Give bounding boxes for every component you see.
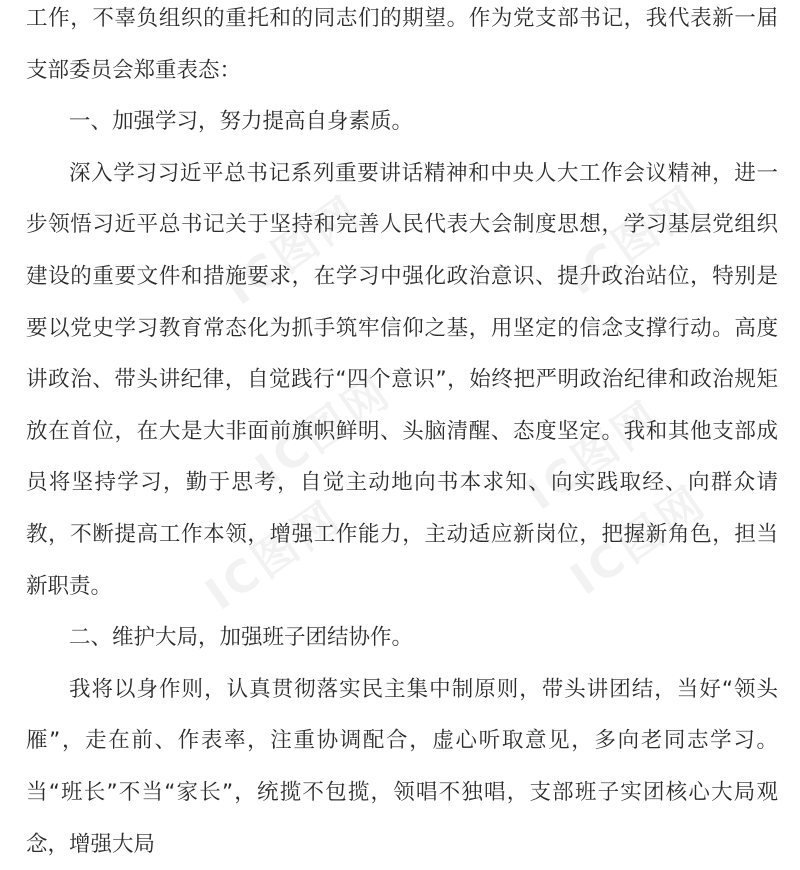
paragraph-study: 深入学习习近平总书记系列重要讲话精神和中央人大工作会议精神，进一步领悟习近平总书记关于坚持和完善人民代表大会制度思想，学习基层党组织建设的重要文件和措施要求，在学习中强化政治意识、提升政治站位，特别是要以党史学习教育常态化为抓手筑牢信仰之基，用坚定的信念支撑行动。高度讲政治、带头讲纪律，自觉践行“四个意识”，始终把严明政治纪律和政治规矩放在首位，在大是大非面前旗帜鲜明、头脑清醒、态度坚定。我和其他支部成员将坚持学习，勤于思考，自觉主动地向书本求知、向实践取经、向群众请教，不断提高工作本领，增强工作能力，主动适应新岗位，把握新角色，担当新职责。: [26, 160, 778, 599]
watermark: IC图网: [246, 366, 402, 496]
section-heading-2: 二、维护大局，加强班子团结协作。: [69, 625, 414, 651]
watermark: IC图网: [196, 491, 352, 621]
watermark: IC图网: [216, 186, 372, 316]
paragraph-unity: 我将以身作则，认真贯彻落实民主集中制原则，带头讲团结，当好“领头雁”，走在前、作表率，注重协调配合，虚心听取意见，多向老同志学习。当“班长”不当“家长”，统揽不包揽，领唱不独唱，支部班子实团核心大局观念，增强大局: [26, 676, 778, 857]
document-body: [26, 0, 778, 870]
section-heading-1: 一、加强学习，努力提高自身素质。: [69, 109, 414, 135]
watermark: IC图网: [556, 176, 712, 306]
paragraph-intro: 工作，不辜负组织的重托和的同志们的期望。作为党支部书记，我代表新一届支部委员会郑重表态：: [26, 6, 778, 83]
watermark: IC图网: [561, 476, 717, 606]
watermark: IC图网: [516, 391, 672, 521]
